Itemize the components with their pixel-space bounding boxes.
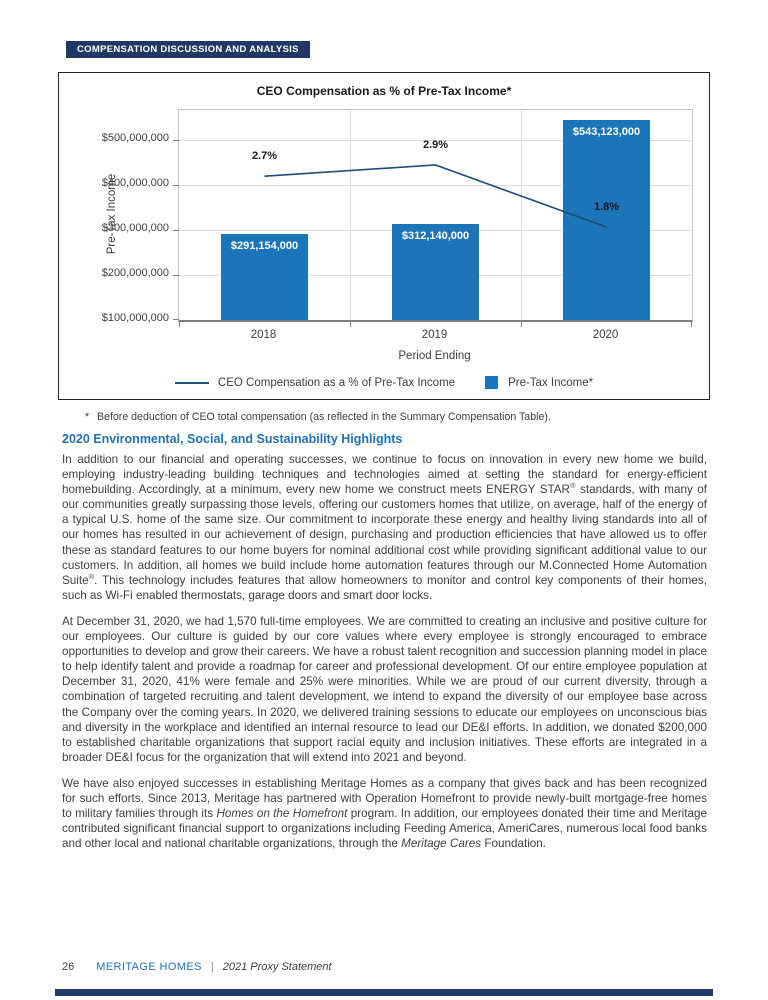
percent-label-2018: 2.7% xyxy=(251,150,278,163)
paragraph-1 xyxy=(62,452,707,603)
y-tick-label: $400,000,000 xyxy=(101,177,169,189)
paragraph-3 xyxy=(62,776,707,851)
legend-line-swatch xyxy=(175,382,209,384)
chart-title: CEO Compensation as % of Pre-Tax Income* xyxy=(256,84,512,98)
text-segment-italic: Homes on the Homefront xyxy=(216,807,348,821)
section-header-badge: COMPENSATION DISCUSSION AND ANALYSIS xyxy=(66,41,310,58)
trend-line xyxy=(265,165,607,227)
bar-value-label: $312,140,000 xyxy=(401,230,470,243)
footnote-marker: * xyxy=(85,411,90,423)
y-tick-label: $300,000,000 xyxy=(101,222,169,234)
y-axis-title: Pre-Tax Income xyxy=(106,173,118,255)
x-tick-mark xyxy=(179,322,180,327)
x-tick-mark xyxy=(521,322,522,327)
legend-bar-swatch xyxy=(485,376,498,389)
y-tick-label: $500,000,000 xyxy=(101,132,169,144)
legend-bar-label: Pre-Tax Income* xyxy=(508,376,594,389)
bottom-rule xyxy=(55,989,713,996)
y-tick-label: $100,000,000 xyxy=(101,312,169,324)
bar-value-label: $543,123,000 xyxy=(572,125,641,138)
x-tick-label: 2018 xyxy=(250,329,277,341)
footer-document-title: 2021 Proxy Statement xyxy=(222,961,332,973)
x-tick-label: 2019 xyxy=(421,329,448,341)
plot-area xyxy=(178,109,693,322)
chart-legend xyxy=(59,376,709,389)
text-segment-italic: Meritage Cares xyxy=(401,837,482,851)
footnote-text: Before deduction of CEO total compensation (as reflected in the Summary Compensation Table). xyxy=(97,411,551,423)
bar-value-label: $291,154,000 xyxy=(230,239,299,252)
y-tick-label: $200,000,000 xyxy=(101,267,169,279)
text-segment: At December 31, 2020, we had 1,570 full-time employees. We are committed to creating an inclusive and positive culture for our employees. Our culture is guided by our core values where every employee is strongly encouraged to embrace opportunities to develop and grow their careers. We have a robust talent recognition and succession planning model in place to help identify talent and provide a roadmap for career and professional development. Of our entire employee population at December 31, 2020, 41% were female and 25% were minorities. While we are proud of our current diversity, through a combination of targeted recruiting and talent development, we intend to expand the diversity of our employee base across the Company over the coming years. In 2020, we delivered training sessions to educate our employees on unconscious bias and diversity in the workplace and identified an internal resource to lead our DE&I efforts. In addition, we donated $200,000 to established charitable organizations that support racial equity and inclusion initiatives. These efforts are integrated in a broader DE&I focus for the organization that will extend into 2021 and beyond. xyxy=(62,614,707,764)
text-segment: standards, with many of our communities greatly surpassing those levels, offering our customers homes that utilize, on average, half of the energy of a typical U.S. home of the same size. Our commitment to incorporate these energy and healthy living standards into all of our homes has resulted in our achievement of design, purchasing and production efficiencies that have allowed us to offer these as standard features to our home buyers for nominal additional cost while providing significant additional value to our customers. In addition, all homes we build include home automation features through our M.Connected Home Automation Suite xyxy=(62,483,707,587)
text-segment: . This technology includes features that allow homeowners to monitor and control key components of their homes, such as Wi-Fi enabled thermostats, garage doors and smart door locks. xyxy=(62,573,707,602)
text-segment: We have also enjoyed successes in establishing Meritage Homes as a company that gives back and has been recognized for such efforts. Since 2013, Meritage has partnered with Operation Homefront to provide newly-built mortgage-free homes to military families through its xyxy=(62,776,707,821)
x-tick-mark xyxy=(350,322,351,327)
x-axis-title: Period Ending xyxy=(398,350,471,362)
section-heading: 2020 Environmental, Social, and Sustainability Highlights xyxy=(62,432,403,446)
text-segment: program. In addition, our employees donated their time and Meritage contributed significant financial support to organizations including Feeding America, AmeriCares, numerous local food banks and other local and national charitable organizations, through the xyxy=(62,807,707,851)
paragraph-2 xyxy=(62,614,707,765)
body-copy xyxy=(62,452,707,862)
chart-container xyxy=(58,72,710,400)
page-footer xyxy=(62,961,332,973)
percent-label-2019: 2.9% xyxy=(422,138,449,151)
x-tick-label: 2020 xyxy=(592,329,619,341)
text-segment: Foundation. xyxy=(481,837,547,851)
footer-separator: | xyxy=(210,961,214,973)
chart-footnote xyxy=(85,411,551,423)
registered-mark: ® xyxy=(88,571,95,581)
x-tick-mark xyxy=(691,322,692,327)
percent-label-2020: 1.8% xyxy=(593,200,620,213)
registered-mark: ® xyxy=(570,481,576,491)
footer-company-name: MERITAGE HOMES xyxy=(96,961,202,973)
text-segment: In addition to our financial and operating successes, we continue to focus on innovation in every new home we build, employing industry-leading building techniques and technologies aimed at setting the standard for energy-efficient homebuilding. Accordingly, at a minimum, every new home we construct meets ENERGY STAR xyxy=(62,453,707,497)
footer-page-number: 26 xyxy=(62,961,75,973)
legend-line-label: CEO Compensation as a % of Pre-Tax Income xyxy=(217,376,456,389)
